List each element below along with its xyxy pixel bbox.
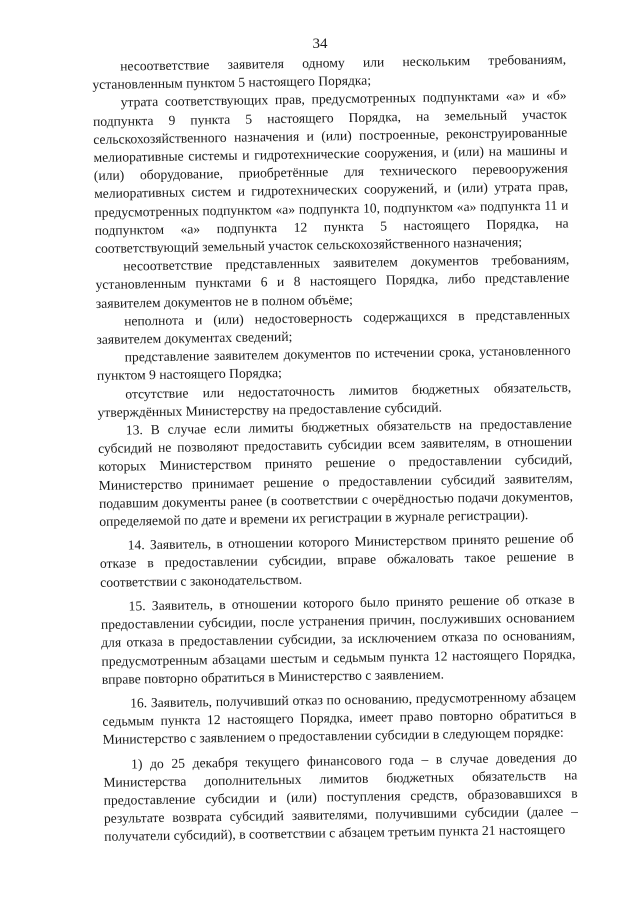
page-number: 34 <box>312 36 328 52</box>
paragraph-clause-13: 13. В случае если лимиты бюджетных обязательств на предоставление субсидий не позволяют предоставить субсидии всем заявителям, в отношении которых Министерством принято решение о предоставлении субсидий, Министерство принимает решение о предоставлении субсидий заявителям, подавшим документы ранее (в соответствии с очерёдностью подачи документов, определяемой по дате и времени их регистрации в журнале регистрации). <box>98 415 574 530</box>
paragraph-clause-15: 15. Заявитель, в отношении которого было принято решение об отказе в предоставлении субсидии, после устранения причин, послуживших основанием для отказа в предоставлении субсидии, за исключением отказа по основаниям, предусмотренным абзацами шестым и седьмым пункта 12 настоящего Порядка, вправе повторно обратиться в Министерство с заявлением. <box>100 591 576 687</box>
paragraph-clause-16: 16. Заявитель, получивший отказ по основанию, предусмотренному абзацем седьмым пункта 12 настоящего Порядка, имеет право повторно обратиться в Министерство с заявлением о предоставлении субсидии в следующем порядке: <box>102 688 577 748</box>
paragraph-late-submission: представление заявителем документов по истечении срока, установленного пунктом 9 настоящего Порядка; <box>96 342 571 384</box>
paragraph-applicant-noncompliance: несоответствие заявителя одному или нескольким требованиям, установленным пунктом 5 настоящего Порядка; <box>92 51 567 93</box>
paragraph-incomplete-information: неполнота и (или) недостоверность содержащихся в представленных заявителем документах сведений; <box>96 306 571 348</box>
paragraph-loss-of-rights: утрата соответствующих прав, предусмотренных подпунктами «а» и «б» подпункта 9 пункта 5 настоящего Порядка, на земельный участок сельскохозяйственного назначения и (или) построенные, реконструированные мелиоративные системы и гидротехнические сооружения, и (или) на машины и (или) оборудование, приобретённые для технического перевооружения мелиоративных систем и гидротехнических сооружений, и (или) утрата прав, предусмотренных подпунктом «а» подпункта 10, подпунктом «а» подпункта 11 и подпунктом «а» подпункта 12 пункта 5 настоящего Порядка, на соответствующий земельный участок сельскохозяйственного назначения; <box>92 87 569 257</box>
document-body <box>92 51 578 847</box>
paragraph-clause-14: 14. Заявитель, в отношении которого Министерством принято решение об отказе в предоставлении субсидии, вправе обжаловать такое решение в соответствии с законодательством. <box>99 530 575 590</box>
paragraph-clause-16-item-1: 1) до 25 декабря текущего финансового года – в случае доведения до Министерства дополнительных лимитов бюджетных обязательств на предоставление субсидии и (или) поступления средств, образовавшихся в результате возврата субсидий заявителями, получившими субсидии (далее – получатели субсидий), в соответствии с абзацем третьим пункта 21 настоящего <box>103 748 579 845</box>
paragraph-insufficient-limits: отсутствие или недостаточность лимитов бюджетных обязательств, утверждённых Министерству на предоставление субсидий. <box>97 379 572 420</box>
paragraph-documents-noncompliance: несоответствие представленных заявителем документов требованиям, установленным пунктами 6 и 8 настоящего Порядка, либо представление заявителем документов не в полном объёме; <box>95 251 570 311</box>
